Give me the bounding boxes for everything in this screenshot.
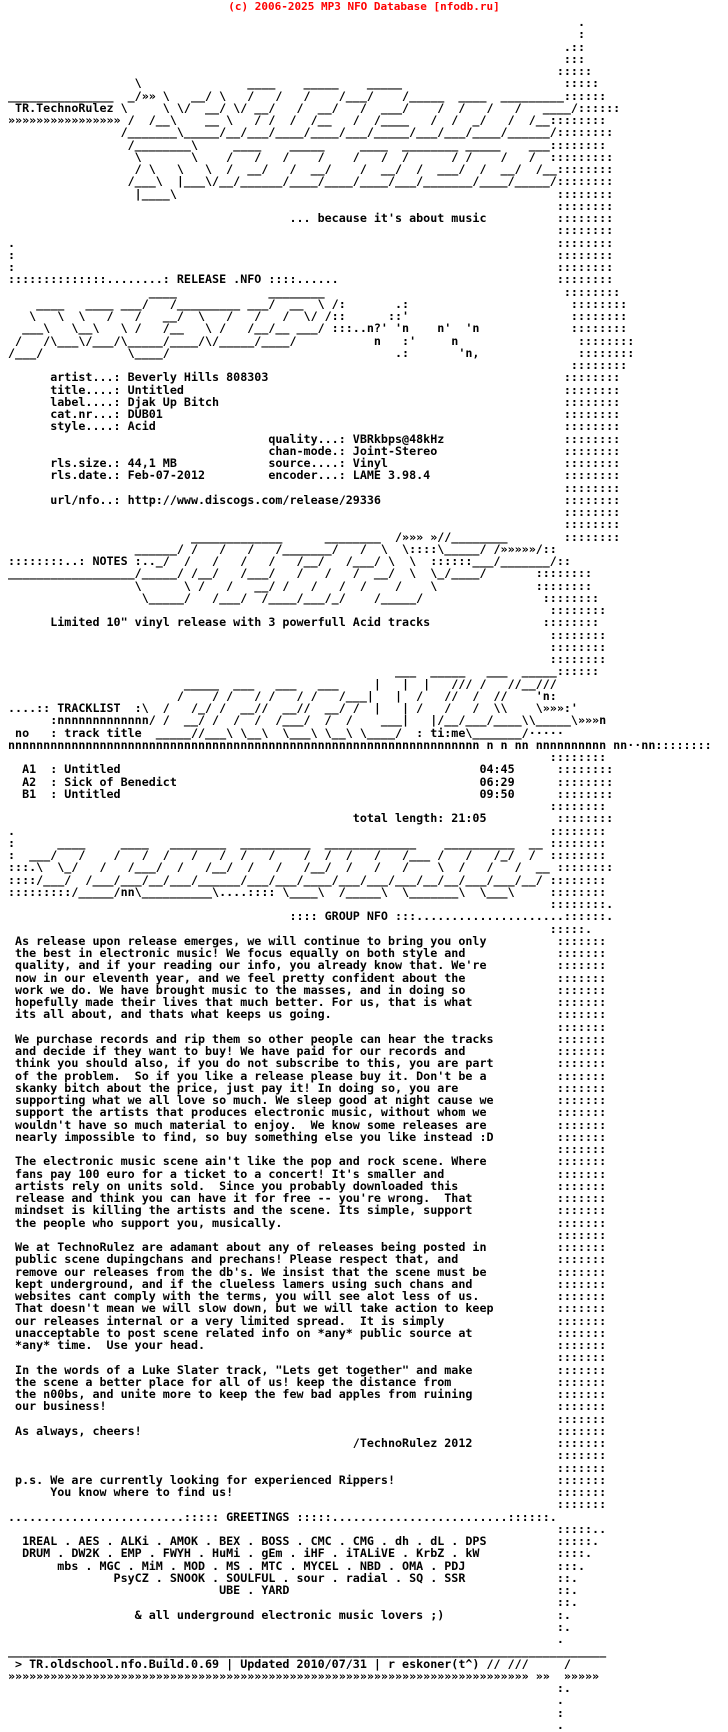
credit-banner: (c) 2006-2025 MP3 NFO Database [nfodb.ru] <box>228 0 500 13</box>
nfo-document: . : .:: ::: ::::: \ ____ _____ _____ ::::: _______________ _/»» \ __/ \ / / / /___/ /_____ ____ _________:::::: TR.TechnoRulez \ \ \/ __/ \/ __/ / __/ / ___/ / / / / ____/:::::: »»»»»»»»»»»»»»»» / /__\ __ \ / / / /__ / /____ / / _/ / /__:::::::: /_______\_____/__/___/____/____/___/_____/___/___/____/______/:::::::: /________\ ____ _____ ____ ________ _____ ___:::::::: \ \ / / / / / / / / / / / ::::::::: / \ \ \ / __/ / __/ / __/ / ___/ / __/ /__:::::::: /___\ |___\/__/______/____/____/____/___/_______/____/_____/:::::::: |____\ :::::::: :::::::: ... because it's about music :::::::: :::::::: . :::::::: : :::::::: : :::::::: ::::::::::::::........: RELEASE .NFO ::::...... :::::::: ____ ________ :::::::: ____ ____ ___/ /_________ ___/ __ \ /: .: :::::::: \ \ \ / / __/ \ / / / \/ /:: ::' :::::::: ___\ \__\ \ / /__ \ / /__/__ ___/ :::..n?' 'n n' 'n :::::::: / /\___\/___/\_____/____/\/_____/____/ n :' n :::::::: /___/ \____/ .: 'n, :::::::: :::::::: artist...: Beverly Hills 808303 :::::::: title....: Untitled :::::::: label....: Djak Up Bitch :::::::: cat.nr...: DUB01 :::::::: style....: Acid :::::::: quality...: VBRkbps@48kHz :::::::: chan-mode.: Joint-Stereo :::::::: rls.size.: 44,1 MB source....: Vinyl :::::::: rls.date.: Feb-07-2012 encoder...: LAME 3.98.4 :::::::: :::::::: url/nfo..: http://www.discogs.com/release/29336 :::::::: :::::::: :::::::: _____________ ________ /»»» »//________ :::::::: ______/ / / / /_______/ / \ \::::\_____/ /»»»»»/:: ::::::::..: NOTES :.._/ / / / / /__/ /___/ \ \ ::::::___/_______/:: __________________/_____/ /__/ /___/ / / / __/ \ \_/____/ :::::::: \ \ / / __/ / / / / / \ :::::::: \_____/ /___/ /____/___/_/ /_____/ :::::::: :::::::: Limited 10" vinyl release with 3 powerfull Acid tracks :::::::: :::::::: :::::::: :::::::: ___ _____ ___ _____:::::: _____ ___ ___ ___ | | | /// / //__/// / / / / / / / /___| | / // / // 'n: ....:: TRACKLIST :\ / /_/ / __// __// __/ / | | / / / \\ \»»»:' :nnnnnnnnnnnnn/ / __/ / / / /___/ / / ___| |/__/___/____\\_____\»»»n no : track title _____//___\ \__\ \___\ \__\ \____/ : ti:me\_______/····· nnnnnnnnnnnnnnnnnnnnnnnnnnnnnnnnnnnnnnnnnnnnnnnnnnnnnnnnnnnnnnnnnnn n n nn nnnnnnnnnn nn··nn:::::::: :::::::: A1 : Untitled 04:45 :::::::: A2 : Sick of Benedict 06:29 :::::::: B1 : Untitled 09:50 :::::::: :::::::: total length: 21:05 :::::::: . :::::::: : ____ ____ ________ __________ _____________ __________ __ :::::::: : ___/ / / / / / / / / / / / / /___ / / /_/ / :::::::: :::.\ \_/ / /___/ / /__/ / / /__/ / / / \ / / / __ :::::::: ::::/___/ /___/___/__/___/______/___/___/____/___/___/___/__/__/___/___/__/ :::::::: :::::::::/_____/nn\__________\....:::: \____\ /_____\ \_______\ \___\ :::::::: ::::::::. :::: GROUP NFO :::.....................::::::. :::::. As release upon release emerges, we will continue to bring you only ::::::: the best in electronic music! We focus equally on both style and ::::::: quality, and if your reading our info, you already know that. We're ::::::: now in our eleventh year, and we feel pretty confident about the ::::::: work we do. We have brought music to the masses, and in doing so ::::::: hopefully made their lives that much better. For us, that is what ::::::: its all about, and thats what keeps us going. ::::::: ::::::: We purchase records and rip them so other people can hear the tracks ::::::: and decide if they want to buy! We have paid for our records and ::::::: think you should also, if you do not subscribe to this, you are part ::::::: of the problem. So if you like a release please buy it. Don't be a ::::::: skanky bitch about the price, just pay it! In doing so, you are ::::::: supporting what we all love so much. We sleep good at night cause we ::::::: support the artists that produces electronic music, without whom we ::::::: wouldn't have so much material to enjoy. We know some releases are ::::::: nearly impossible to find, so buy something else you like instead :D ::::::: ::::::: The electronic music scene ain't like the pop and rock scene. Where ::::::: fans pay 100 euro for a ticket to a concert! It's smaller and ::::::: artists rely on units sold. Since you probably downloaded this ::::::: release and think you can have it for free -- you're wrong. That ::::::: mindset is killing the artists and the scene. Its simple, support ::::::: the people who support you, musically. ::::::: ::::::: We at TechnoRulez are adamant about any of releases being posted in ::::::: public scene dupingchans and prechans! Please respect that, and ::::::: remove our releases from the db's. We insist that the scene must be ::::::: kept underground, and if the clueless lamers using such chans and ::::::: websites cant comply with the terms, you will see alot less of us. ::::::: That doesn't mean we will slow down, but we will take action to keep ::::::: our releases internal or a very limited spread. It is simply ::::::: unacceptable to post scene related info on *any* public source at ::::::: *any* time. Use your head. ::::::: ::::::: In the words of a Luke Slater track, "Lets get together" and make ::::::: the scene a better place for all of us! keep the distance from ::::::: the n00bs, and unite more to keep the few bad apples from ruining ::::::: our business! ::::::: ::::::: As always, cheers! ::::::: /TechnoRulez 2012 ::::::: ::::::: ::::::: p.s. We are currently looking for experienced Rippers! ::::::: You know where to find us! ::::::: ::::::: .........................::::: GREETINGS :::::.........................::::::. :::::.. 1REAL . AES . ALKi . AMOK . BEX . BOSS . CMC . CMG . dh . dL . DPS :::::. DRUM . DW2K . EMP . FWYH . HuMi . gEm . iHF . iTALiVE . KrbZ . kW ::::. mbs . MGC . MiM . MOD . MS . MTC . MYCEL . NBD . OMA . PDJ :::. PsyCZ . SNOOK . SOULFUL . sour . radial . SQ . SSR ::. UBE . YARD ::. ::. & all underground electronic music lovers ;) :. :. . _____________________________________________________________________________________ > TR.oldschool.nfo.Build.0.69 | Updated 2010/07/31 | r eskoner(t^) // /// / »»»»»»»»»»»»»»»»»»»»»»»»»»»»»»»»»»»»»»»»»»»»»»»»»»»»»»»»»»»»»»»»»»»»»»»»»» »» »»»»» :. . : . <box>8 15 712 1732</box>
